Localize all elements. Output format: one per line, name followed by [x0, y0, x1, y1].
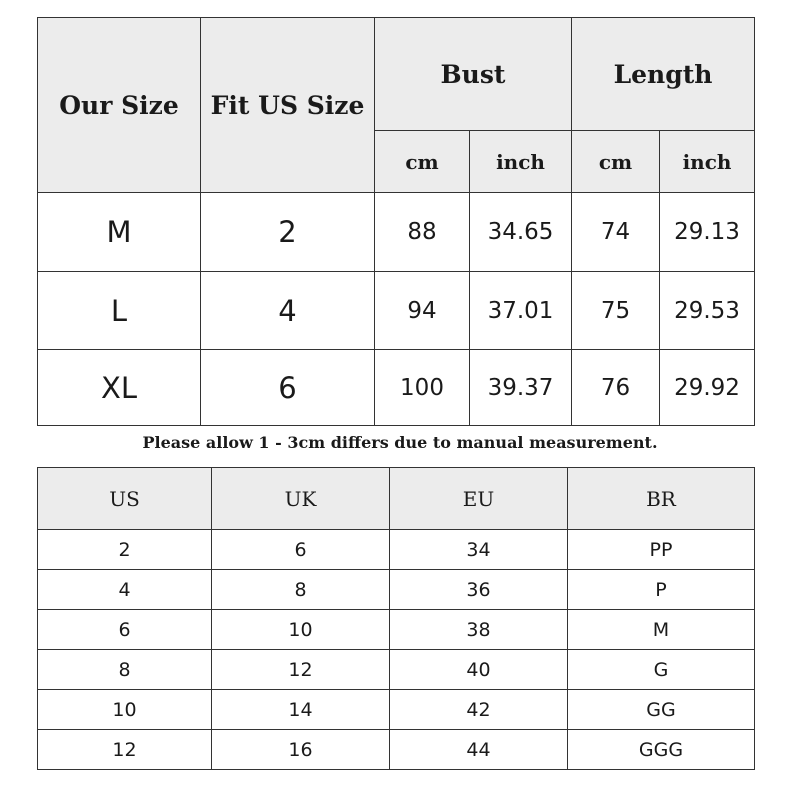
eu-cell: 38	[390, 610, 568, 650]
bust-cm-cell: 88	[375, 193, 470, 272]
br-cell: P	[568, 570, 755, 610]
bust-inch-cell: 37.01	[470, 272, 572, 350]
br-cell: GG	[568, 690, 755, 730]
table-row	[38, 530, 755, 570]
size-chart-table	[37, 17, 755, 426]
header-bust-cm: cm	[375, 131, 470, 193]
fit-us-cell: 6	[201, 350, 375, 426]
header-bust-inch: inch	[470, 131, 572, 193]
bust-inch-cell: 39.37	[470, 350, 572, 426]
us-cell: 8	[38, 650, 212, 690]
uk-cell: 10	[212, 610, 390, 650]
header-length-inch: inch	[660, 131, 755, 193]
length-cm-cell: 75	[572, 272, 660, 350]
bust-inch-cell: 34.65	[470, 193, 572, 272]
us-cell: 2	[38, 530, 212, 570]
bust-cm-cell: 100	[375, 350, 470, 426]
header-our-size: Our Size	[38, 18, 201, 193]
our-size-cell: M	[38, 193, 201, 272]
length-cm-cell: 76	[572, 350, 660, 426]
us-cell: 6	[38, 610, 212, 650]
table-row	[38, 690, 755, 730]
header-length-cm: cm	[572, 131, 660, 193]
header-bust: Bust	[375, 18, 572, 131]
fit-us-cell: 4	[201, 272, 375, 350]
uk-cell: 16	[212, 730, 390, 770]
eu-cell: 42	[390, 690, 568, 730]
bust-cm-cell: 94	[375, 272, 470, 350]
table-row	[38, 730, 755, 770]
conversion-chart-table	[37, 467, 755, 770]
uk-cell: 6	[212, 530, 390, 570]
header-length: Length	[572, 18, 755, 131]
eu-cell: 40	[390, 650, 568, 690]
length-inch-cell: 29.13	[660, 193, 755, 272]
br-cell: PP	[568, 530, 755, 570]
us-cell: 10	[38, 690, 212, 730]
header-eu: EU	[390, 468, 568, 530]
our-size-cell: XL	[38, 350, 201, 426]
our-size-cell: L	[38, 272, 201, 350]
eu-cell: 34	[390, 530, 568, 570]
length-cm-cell: 74	[572, 193, 660, 272]
eu-cell: 36	[390, 570, 568, 610]
br-cell: M	[568, 610, 755, 650]
table-row	[38, 272, 755, 350]
us-cell: 12	[38, 730, 212, 770]
uk-cell: 14	[212, 690, 390, 730]
header-us: US	[38, 468, 212, 530]
length-inch-cell: 29.92	[660, 350, 755, 426]
eu-cell: 44	[390, 730, 568, 770]
us-cell: 4	[38, 570, 212, 610]
br-cell: G	[568, 650, 755, 690]
table-row	[38, 650, 755, 690]
measurement-note: Please allow 1 - 3cm differs due to manual measurement.	[142, 433, 658, 452]
uk-cell: 12	[212, 650, 390, 690]
table-row	[38, 610, 755, 650]
fit-us-cell: 2	[201, 193, 375, 272]
table-row	[38, 350, 755, 426]
header-uk: UK	[212, 468, 390, 530]
table-row	[38, 193, 755, 272]
uk-cell: 8	[212, 570, 390, 610]
table-row	[38, 570, 755, 610]
header-fit-us-size: Fit US Size	[201, 18, 375, 193]
length-inch-cell: 29.53	[660, 272, 755, 350]
header-br: BR	[568, 468, 755, 530]
br-cell: GGG	[568, 730, 755, 770]
